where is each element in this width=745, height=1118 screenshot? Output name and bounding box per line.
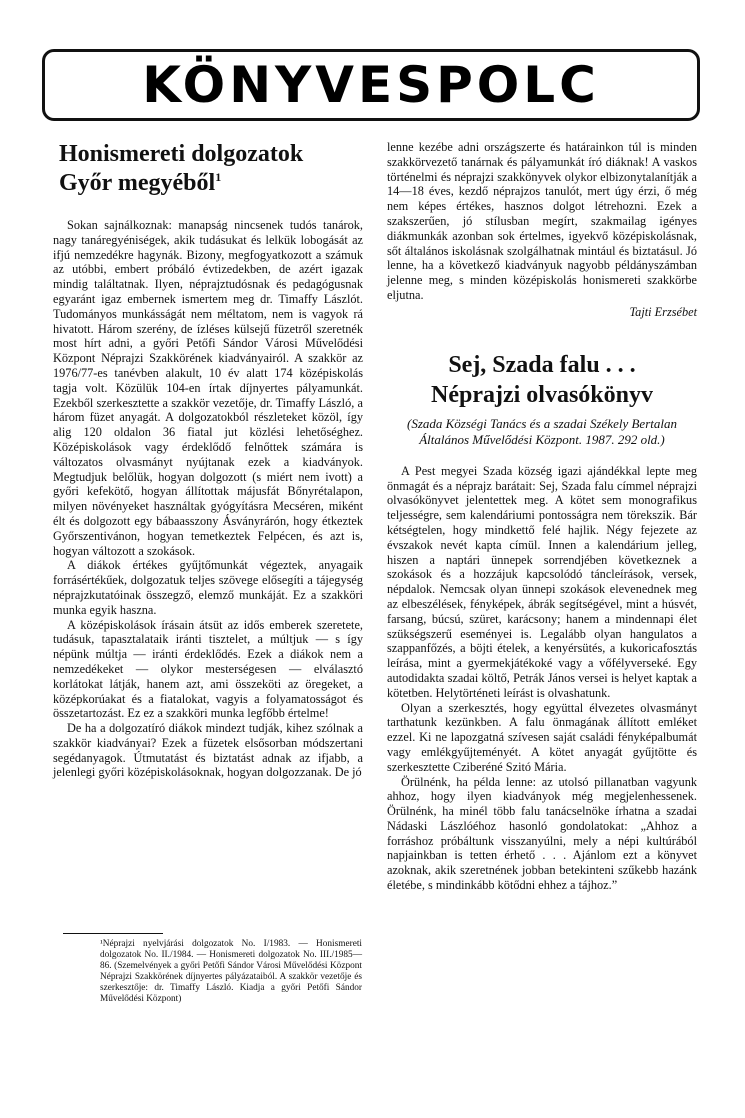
left-column bbox=[53, 140, 363, 780]
article1-paragraph: De ha a dolgozatíró diákok mindezt tudják, kihez szólnak a szakkör kiadványai? Ezek a füzetek elsősorban módszertani segédanyagok. Útmutatást és biztatást adnak az ifjabb, a jelenlegi győri középiskolásoknak, hogyan dolgozzanak. De jó bbox=[53, 721, 363, 780]
footnote: ¹Néprajzi nyelvjárási dolgozatok No. I/1983. — Honismereti dolgozatok No. II./1984. — Honismereti dolgozatok No. III./1985—86. (Szemelvények a győri Petőfi Sándor Városi Művelődési Központ Néprajzi Szakkörének díjnyertes pályázataiból. A szakkör vezetője és szerkesztője: dr. Timaffy László. Kiadja a győri Petőfi Sándor Művelődési Központ) bbox=[100, 939, 362, 1004]
article1-title bbox=[59, 140, 363, 198]
article2-paragraph: Örülnénk, ha példa lenne: az utolsó pillanatban vagyunk ahhoz, hogy ilyen kiadványok még megjelenhessenek. Örülnénk, ha minél több falu tanácselnöke írhatna a szadai Nádaski Lászlóéhoz hasonló gondolatokat: „Ahhoz a forráshoz próbáltunk visszanyúlni, mely a népi kultúrából napjainkban is tetten érhető . . . Ajánlom ezt a könyvet azoknak, akik szeretnének jobban betekinteni szűkebb hazánk életébe, s mindinkább kötődni ehhez a tájhoz.” bbox=[387, 774, 697, 893]
article1-paragraph-continued: lenne kezébe adni országszerte és határainkon túl is minden szakkörvezető tanárnak és pályamunkát író diáknak! A vaskos történelmi és néprajzi szakkönyvek olykor elbizonytalanítják a 14—18 éves, kezdő néprajzos tanulót, mert úgy érzi, ő még nem képes értékes, hasznos dolgot létrehozni. Ezek a szakszerűen, jó stílusban megírt, szakmailag igényes diákmunkák azonban sok értelmes, igyekvő középiskolásnak, sőt általános iskolásnak szolgálhatnak mintául és biztatásul. Jó lenne, ha a következő kiadványuk nagyobb példányszámban jelenne meg, s minden középiskolás honismereti szakkörbe eljutna. bbox=[387, 140, 697, 302]
article1-title-line2: Győr megyéből bbox=[59, 170, 216, 196]
article2-publication-info: (Szada Községi Tanács és a szadai Székely Bertalan Általános Művelődési Központ. 1987. 292 old.) bbox=[407, 415, 677, 447]
article1-paragraph: Sokan sajnálkoznak: manapság nincsenek tudós tanárok, nagy tanáregyéniségek, akik tudásukat és lelkük lobogását az ifjú nemzedékre hagynák. Bizony, megfogyatkozott a számuk az utóbbi, embert próbáló évtizedekben, de azért igazak mindig találtatnak. Ilyen, néprajztudósnak és pedagógusnak egyaránt igaz embernek ismertem meg dr. Timaffy Lászlót. Tudományos munkásságát nem méltatom, nem is vagyok rá hivatott. Három szerény, de ízléses külsejű füzetről szeretnék most hírt adni, a győri Petőfi Sándor Városi Művelődési Központ Néprajzi Szakkörének kiadványairól. A szakkör az 1976/77-es tanévben alakult, 10 év alatt 174 középiskolás tagja volt. Közülük 104-en írtak díjnyertes pályamunkát. Ezekből szerkesztette a szakkör vezetője, dr. Timaffy László, a három füzet anyagát. A dolgozatokból részleteket közöl, így alig 120 oldalon 36 fiatal jut közlési lehetőséghez. Középiskolások vagy érdeklődő felnőttek számára is változatos olvasmányt nyújtanak ezek a kiadványok. Megtudjuk belőlük, hogyan dolgozott (s miért nem ivott) a győri kefekötő, hogyan állítottak májusfát Bőnyrétalapon, milyen növényeket használtak gyógyításra Mecséren, miként élt és dolgozott egy bábaasszony Ásványrárón, hogy étkeztek Győrszentivánon, hogyan temetkeztek Felpécen, és azt is, hogyan változott a szokások. bbox=[53, 218, 363, 558]
article1-paragraph: A középiskolások írásain átsüt az idős emberek szeretete, tudásuk, tapasztalataik iránti tisztelet, a múltjuk — s így népünk múltja — iránti érdeklődés. Ezek a diákok nem a nemzedékeket — olykor mesterségesen — elválasztó korlátokat látják, hanem azt, ami összeköti az öregeket, a középkorúakat és a fiatalokat, vagyis a folyamatosságot és összetartozást. Ez ez a szakköri munka legfőbb értelme! bbox=[53, 617, 363, 721]
footnote-marker: 1 bbox=[215, 170, 222, 184]
article2-title bbox=[387, 350, 697, 410]
right-column bbox=[387, 140, 697, 893]
footnote-divider bbox=[63, 933, 163, 934]
article2-title-line2: Néprajzi olvasókönyv bbox=[431, 381, 653, 408]
article2-title-line1: Sej, Szada falu . . . bbox=[448, 351, 636, 378]
article2-paragraph: Olyan a szerkesztés, hogy együttal élvezetes olvasmányt tarthatunk kezünkben. A falu önmagának állított emléket ezzel. Ki ne lapozgatná szívesen saját családi fényképalbumát vagy emlékgyűjteményét. A kötet anyagát gyűjtötte és szerkesztette Cziberéné Szitó Mária. bbox=[387, 700, 697, 774]
article1-paragraph: A diákok értékes gyűjtőmunkát végeztek, anyagaik forrásértékűek, dolgozatuk teljes szövege elősegíti a tájegység néprajzkutatóinak összegző, elemző munkáját. Ez a szakköri munka egyik haszna. bbox=[53, 558, 363, 617]
article1-author: Tajti Erzsébet bbox=[629, 304, 697, 319]
section-banner bbox=[42, 49, 700, 121]
section-title: KÖNYVESPOLC bbox=[142, 56, 600, 114]
article2-paragraph: A Pest megyei Szada község igazi ajándékkal lepte meg önmagát és a néprajz barátait: Sej, Szada falu címmel néprajzi olvasókönyvet jelentettek meg. A kötet sem monografikus teljességre, sem kalendáriumi pontosságra nem törekszik. Bár kétségtelen, hogy mindkettő felé hajlik. Négy fejezete az évszakok nevét kapta címül. Innen a kalendárium jelleg, hiszen a naptári ünnepek sorrendjében következnek a szokások és a hozzájuk kapcsolódó táncleírások, versek, népdalok. Nemcsak olyan ünnepi szokások elevenednek meg az elbeszélések, fényképek, ábrák segítségével, mint a húsvét, farsang, búcsú, szüret, karácsony; hanem a mindennapi élet szükségszerű eseményei is. Legalább olyan hangulatos a szappanfőzés, a böjti ételek, a kenyérsütés, a kukoricafosztás leírása, mint a gyermekjátékoké vagy a vőfélyverseké. Egy autodidakta szadai költő, Petrák János versei is helyet kaptak a kötetben. Helytörténeti leírást is olvashatunk. bbox=[387, 463, 697, 700]
article1-title-line1: Honismereti dolgozatok bbox=[59, 141, 304, 167]
